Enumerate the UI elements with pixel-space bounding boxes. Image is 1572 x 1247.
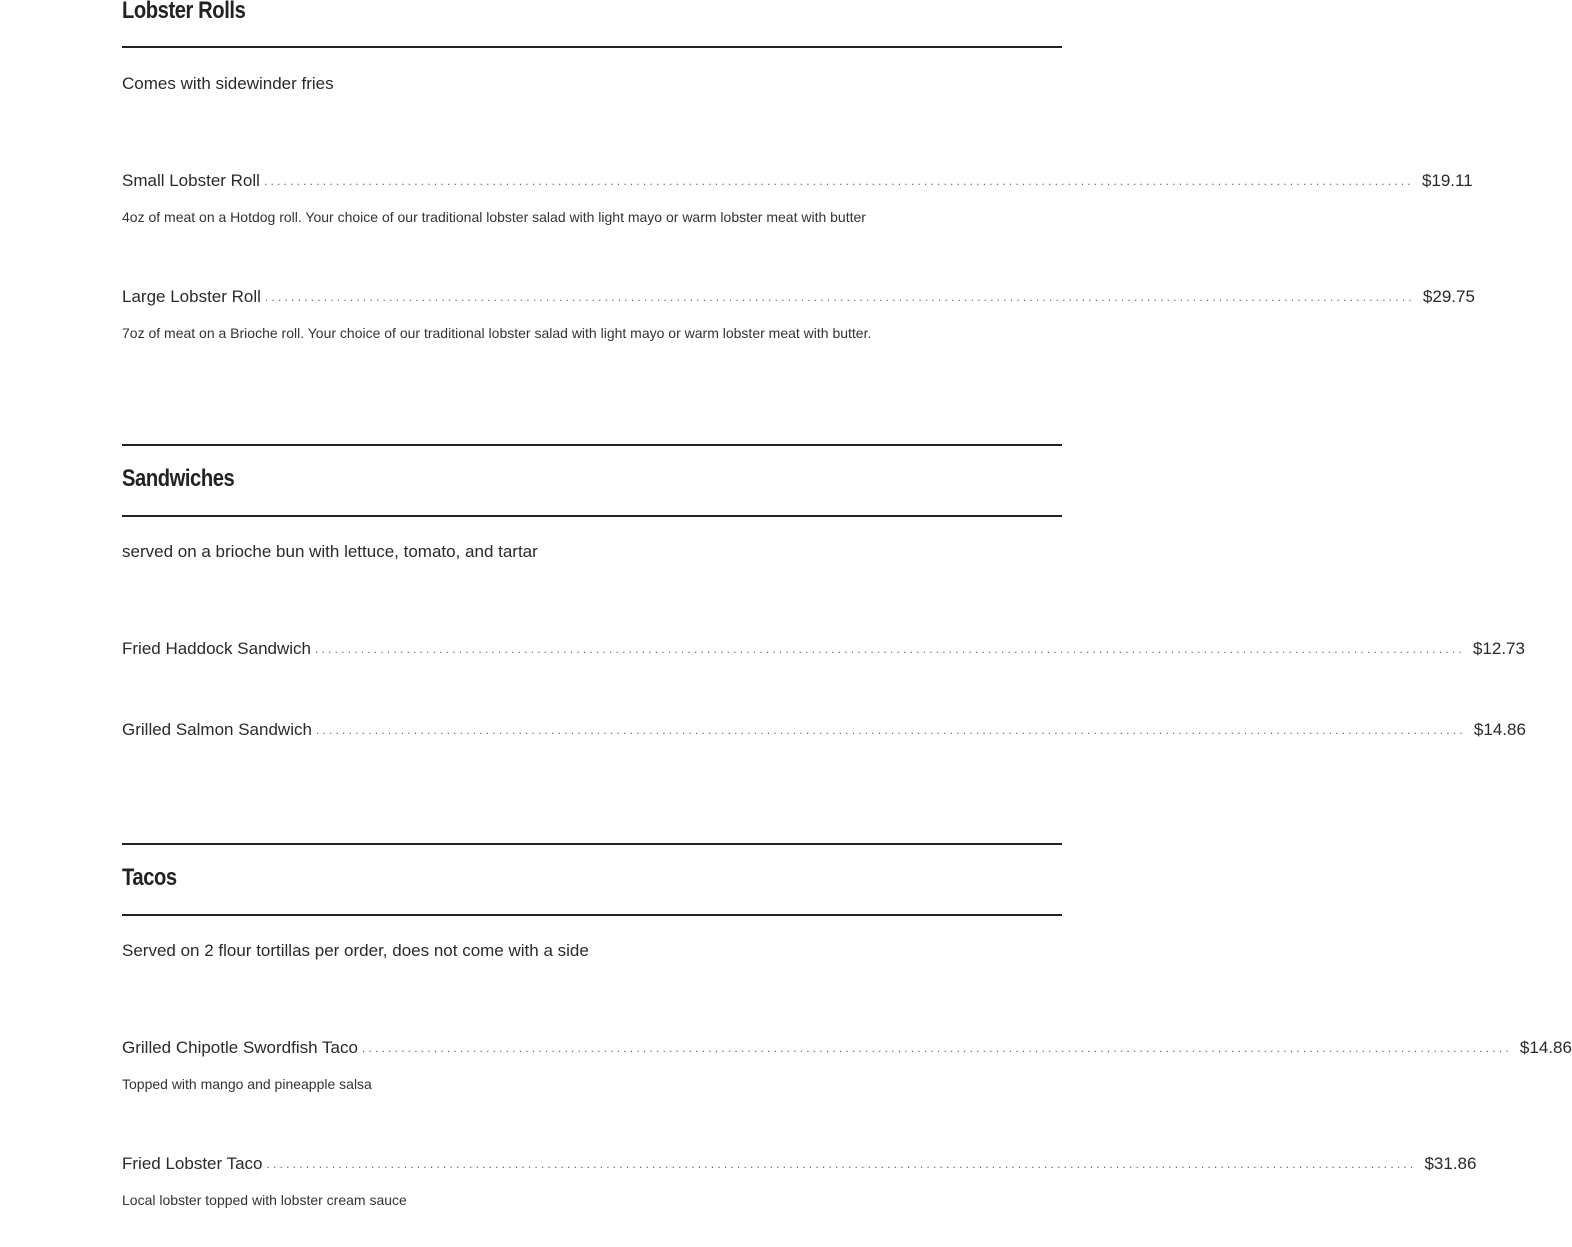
section-title: Tacos <box>122 864 177 891</box>
section-divider <box>122 46 1062 48</box>
section-divider <box>122 914 1062 916</box>
menu-item-name: Grilled Salmon Sandwich <box>122 720 312 739</box>
menu-item-name: Fried Lobster Taco <box>122 1154 263 1173</box>
dot-leader: ................................................................................................................................................................................ <box>361 1041 1512 1055</box>
menu-item-description: Topped with mango and pineapple salsa <box>122 1076 372 1092</box>
menu-item-price: $29.75 <box>1422 287 1475 306</box>
section-title: Sandwiches <box>122 465 235 492</box>
dot-leader: ................................................................................................................................................................................ <box>263 174 1414 188</box>
dot-leader: ................................................................................................................................................................................ <box>266 1157 1417 1171</box>
menu-item-price: $14.86 <box>1473 720 1526 739</box>
section-title: Lobster Rolls <box>122 0 246 24</box>
menu-item-description: 4oz of meat on a Hotdog roll. Your choice of our traditional lobster salad with light mayo or warm lobster meat with butter <box>122 209 866 225</box>
menu-item-name: Large Lobster Roll <box>122 287 261 306</box>
menu-item-large-lobster-roll <box>122 287 1475 308</box>
menu-item-fried-lobster-taco <box>122 1154 1477 1175</box>
menu-item-price: $19.11 <box>1421 171 1473 190</box>
menu-item-description: Local lobster topped with lobster cream sauce <box>122 1192 407 1208</box>
dot-leader: ................................................................................................................................................................................ <box>315 723 1466 737</box>
menu-item-small-lobster-roll <box>122 171 1473 192</box>
section-description: Served on 2 flour tortillas per order, does not come with a side <box>122 941 589 960</box>
menu-item-price: $14.86 <box>1519 1038 1572 1057</box>
menu-item-name: Small Lobster Roll <box>122 171 260 190</box>
menu-item-grilled-salmon-sandwich <box>122 720 1526 741</box>
dot-leader: ................................................................................................................................................................................ <box>264 290 1415 304</box>
menu-item-price: $31.86 <box>1424 1154 1477 1173</box>
section-description: Comes with sidewinder fries <box>122 74 334 93</box>
menu-item-price: $12.73 <box>1472 639 1525 658</box>
menu-item-fried-haddock-sandwich <box>122 639 1525 660</box>
dot-leader: ................................................................................................................................................................................ <box>314 642 1465 656</box>
menu-item-name: Fried Haddock Sandwich <box>122 639 311 658</box>
menu-item-grilled-chipotle-swordfish-taco <box>122 1038 1572 1059</box>
section-divider <box>122 444 1062 446</box>
menu-item-description: 7oz of meat on a Brioche roll. Your choice of our traditional lobster salad with light mayo or warm lobster meat with butter. <box>122 325 872 341</box>
menu-item-name: Grilled Chipotle Swordfish Taco <box>122 1038 358 1057</box>
section-divider <box>122 843 1062 845</box>
section-description: served on a brioche bun with lettuce, tomato, and tartar <box>122 542 538 561</box>
section-divider <box>122 515 1062 517</box>
